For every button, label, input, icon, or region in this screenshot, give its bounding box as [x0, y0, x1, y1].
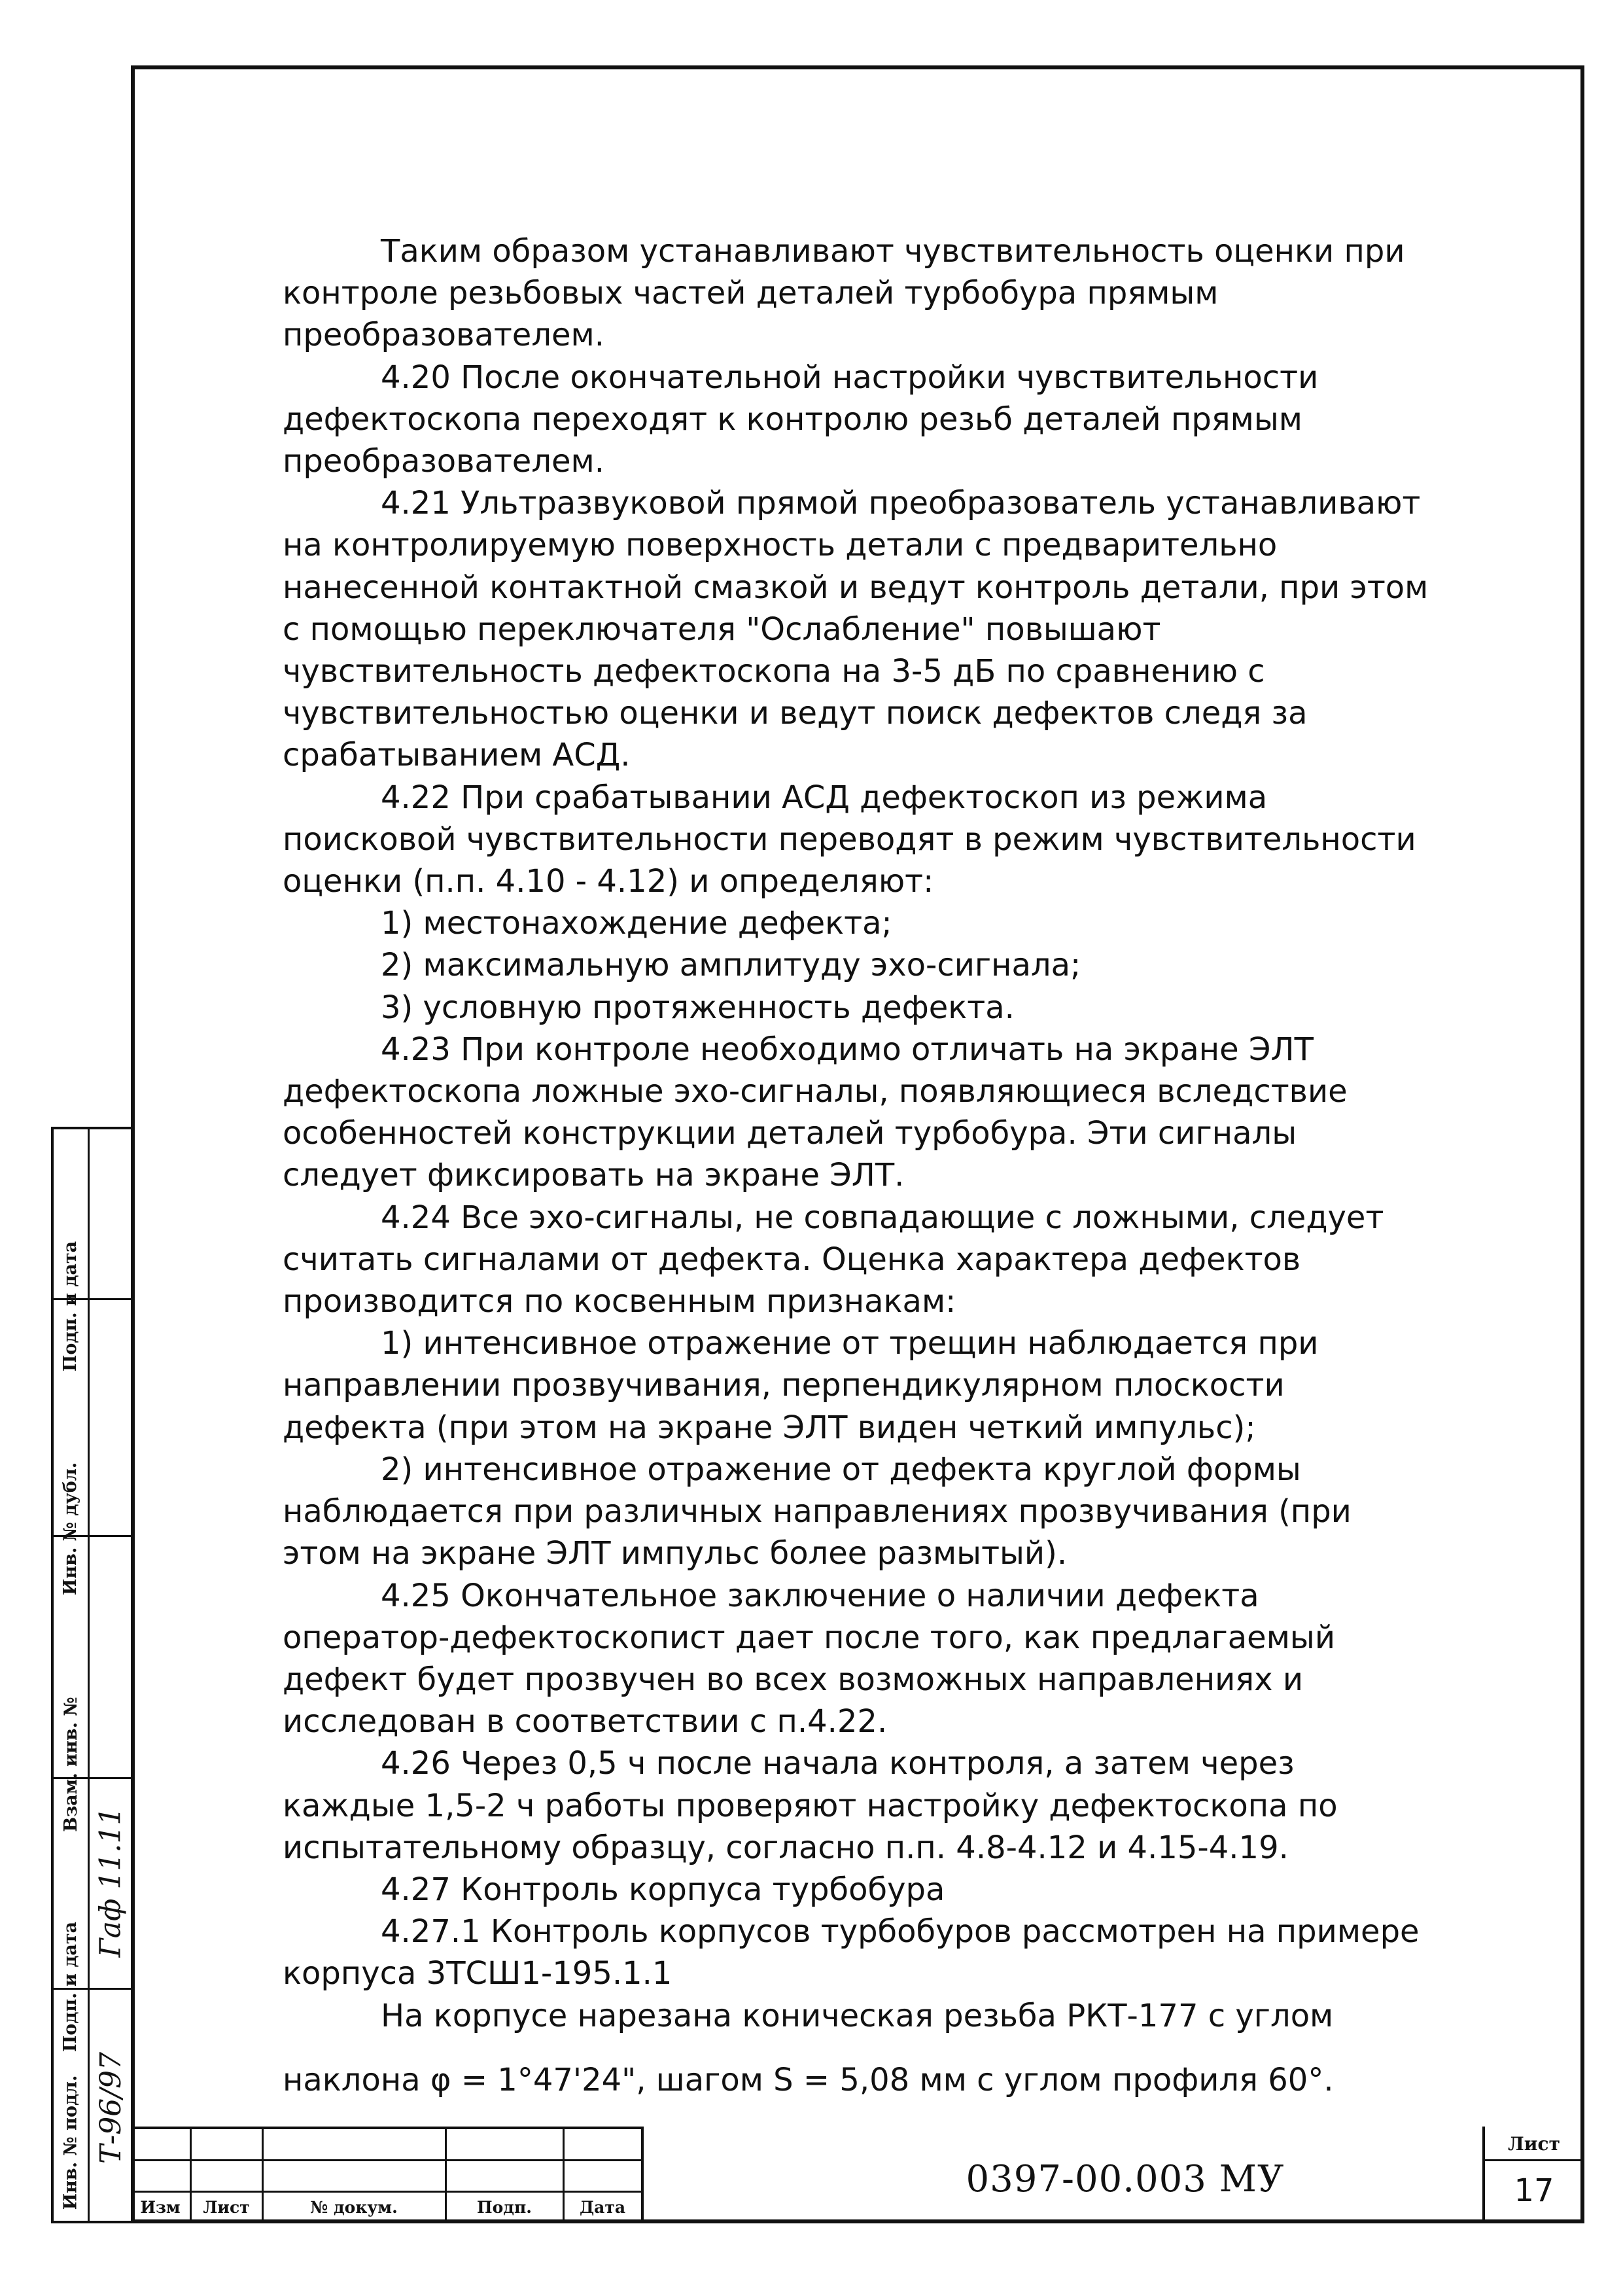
title-block [131, 2127, 1584, 2223]
paragraph-4-23: 4.23 При контроле необходимо отличать на экране ЭЛТ дефектоскопа ложные эхо-сигналы, появляющиеся вследствие особенностей конструкции деталей турбобура. Эти сигналы следует фиксировать на экране ЭЛТ. [283, 1031, 1348, 1194]
list-item: 1) местонахождение дефекта; [381, 905, 892, 942]
sheet-number: 17 [1514, 2172, 1554, 2209]
side-label-inv-dubl: Инв. № дубл. [60, 1462, 81, 1595]
document-code: 0397-00.003 МУ [966, 2157, 1285, 2200]
column-header-izm: Изм [140, 2197, 181, 2217]
divider [88, 1129, 90, 2221]
column-header-date: Дата [579, 2197, 626, 2217]
column-header-doc-number: № докум. [310, 2197, 398, 2217]
paragraph-4-20: 4.20 После окончательной настройки чувствительности дефектоскопа переходят к контролю резьб деталей прямым преобразователем. [283, 359, 1319, 480]
handwritten-signature: Гаф 11.11 [94, 1807, 128, 1957]
paragraph: На корпусе нарезана коническая резьба РКТ-177 с углом [381, 1997, 1334, 2034]
paragraph-4-24: 4.24 Все эхо-сигналы, не совпадающие с ложными, следует считать сигналами от дефекта. Оценка характера дефектов производится по косвенным признакам: [283, 1199, 1384, 1320]
list-item: 3) условную протяженность дефекта. [381, 989, 1015, 1026]
side-label-inv-podl: Инв. № подл. [60, 2075, 81, 2210]
paragraph-4-26: 4.26 Через 0,5 ч после начала контроля, а затем через каждые 1,5-2 ч работы проверяют настройку дефектоскопа по испытательному образцу, согласно п.п. 4.8-4.12 и 4.15-4.19. [283, 1745, 1338, 1866]
paragraph-continuation: наклона φ = 1°47'24", шагом S = 5,08 мм с углом профиля 60°. [283, 2061, 1334, 2098]
handwritten-inventory-number: Т-96/97 [94, 2051, 128, 2164]
side-label-vzam-inv: Взам. инв. № [60, 1696, 81, 1832]
sheet-label: Лист [1508, 2132, 1560, 2155]
paragraph-4-22: 4.22 При срабатывании АСД дефектоскоп из режима поисковой чувствительности переводят в режим чувствительности оценки (п.п. 4.10 - 4.12) и определяют: [283, 779, 1416, 900]
side-label-podp-data: Подп. и дата [60, 1241, 81, 1371]
side-stamp [51, 1127, 131, 2223]
column-header-signature: Подп. [477, 2197, 532, 2217]
document-body [283, 230, 1434, 2101]
list-item: 2) максимальную амплитуду эхо-сигнала; [381, 947, 1081, 984]
list-item: 2) интенсивное отражение от дефекта круглой формы наблюдается при различных направлениях прозвучивания (при этом на экране ЭЛТ импульс более размытый). [283, 1451, 1352, 1572]
paragraph-4-25: 4.25 Окончательное заключение о наличии дефекта оператор-дефектоскопист дает после того, как предлагаемый дефект будет прозвучен во всех возможных направлениях и исследован в соответствии с п.4.22. [283, 1577, 1336, 1740]
section-heading-4-27: 4.27 Контроль корпуса турбобура [381, 1871, 945, 1908]
paragraph: Таким образом устанавливают чувствительность оценки при контроле резьбовых частей деталей турбобура прямым преобразователем. [283, 233, 1405, 354]
paragraph-4-21: 4.21 Ультразвуковой прямой преобразователь устанавливают на контролируемую поверхность детали с предварительно нанесенной контактной смазкой и ведут контроль детали, при этом с помощью переключателя "Ослабление" повышают чувствительность дефектоскопа на 3-5 дБ по сравнению с чувствительностью оценки и ведут поиск дефектов следя за срабатыванием АСД. [283, 485, 1429, 774]
side-label-podp-data: Подп. и дата [60, 1921, 81, 2052]
paragraph-4-27-1: 4.27.1 Контроль корпусов турбобуров рассмотрен на примере корпуса 3ТСШ1-195.1.1 [283, 1913, 1420, 1992]
list-item: 1) интенсивное отражение от трещин наблюдается при направлении прозвучивания, перпендикулярном плоскости дефекта (при этом на экране ЭЛТ виден четкий импульс); [283, 1325, 1319, 1446]
column-header-list: Лист [203, 2197, 250, 2217]
